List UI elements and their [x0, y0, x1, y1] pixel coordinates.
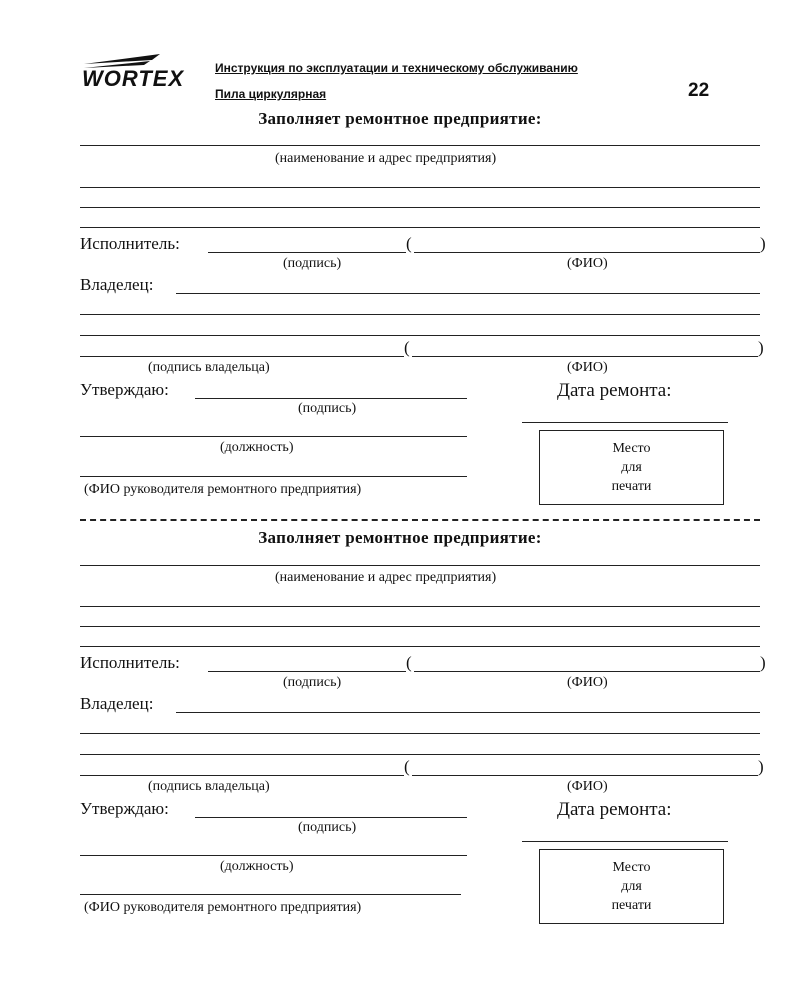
owner-fio-caption: (ФИО)	[567, 779, 608, 794]
wortex-logo	[80, 52, 200, 94]
open-paren: (	[404, 757, 410, 776]
executor-fio-field[interactable]	[414, 252, 760, 253]
executor-label: Исполнитель:	[80, 234, 180, 253]
approve-signature-caption: (подпись)	[298, 820, 357, 835]
executor-signature-field[interactable]	[208, 671, 406, 672]
close-paren: )	[760, 234, 766, 253]
signature-caption: (подпись)	[283, 675, 342, 690]
cut-line	[80, 519, 760, 521]
owner-fio-field[interactable]	[412, 356, 758, 357]
logo-text: WORTEX	[82, 66, 185, 91]
owner-extra-line[interactable]	[80, 754, 760, 755]
close-paren: )	[760, 653, 766, 672]
owner-extra-line[interactable]	[80, 335, 760, 336]
stamp-text: для	[621, 460, 642, 475]
stamp-text: печати	[611, 479, 652, 494]
owner-field[interactable]	[176, 712, 760, 713]
executor-fio-field[interactable]	[414, 671, 760, 672]
company-line[interactable]	[80, 145, 760, 146]
stamp-text: Место	[612, 860, 651, 875]
company-address-line[interactable]	[80, 626, 760, 627]
head-fio-caption: (ФИО руководителя ремонтного предприятия)	[84, 900, 362, 915]
stamp-text: печати	[611, 898, 652, 913]
owner-label: Владелец:	[80, 275, 154, 294]
repair-date-field[interactable]	[522, 422, 728, 423]
head-fio-field[interactable]	[80, 476, 467, 477]
fio-caption: (ФИО)	[567, 256, 608, 271]
fio-caption: (ФИО)	[567, 675, 608, 690]
stamp-text: Место	[612, 441, 651, 456]
form-title: Заполняет ремонтное предприятие:	[258, 109, 542, 128]
signature-caption: (подпись)	[283, 256, 342, 271]
company-address-line[interactable]	[80, 187, 760, 188]
repair-date-label: Дата ремонта:	[557, 380, 672, 401]
approve-signature-caption: (подпись)	[298, 401, 357, 416]
approve-signature-field[interactable]	[195, 817, 467, 818]
company-line[interactable]	[80, 565, 760, 566]
owner-extra-line[interactable]	[80, 314, 760, 315]
position-caption: (должность)	[220, 440, 294, 455]
approve-signature-field[interactable]	[195, 398, 467, 399]
owner-signature-field[interactable]	[80, 775, 404, 776]
company-address-line[interactable]	[80, 227, 760, 228]
repair-date-field[interactable]	[522, 841, 728, 842]
company-address-line[interactable]	[80, 646, 760, 647]
owner-fio-field[interactable]	[412, 775, 758, 776]
repair-date-label: Дата ремонта:	[557, 799, 672, 820]
company-address-line[interactable]	[80, 207, 760, 208]
approve-label: Утверждаю:	[80, 380, 169, 399]
company-caption: (наименование и адрес предприятия)	[275, 151, 497, 166]
doc-title: Инструкция по эксплуатации и техническому обслуживанию	[215, 61, 578, 75]
executor-signature-field[interactable]	[208, 252, 406, 253]
owner-signature-caption: (подпись владельца)	[148, 360, 270, 375]
approve-label: Утверждаю:	[80, 799, 169, 818]
stamp-box	[539, 849, 724, 924]
position-field[interactable]	[80, 855, 467, 856]
close-paren: )	[758, 338, 764, 357]
owner-label: Владелец:	[80, 694, 154, 713]
owner-field[interactable]	[176, 293, 760, 294]
head-fio-field[interactable]	[80, 894, 461, 895]
open-paren: (	[406, 234, 412, 253]
company-address-line[interactable]	[80, 606, 760, 607]
open-paren: (	[404, 338, 410, 357]
stamp-text: для	[621, 879, 642, 894]
close-paren: )	[758, 757, 764, 776]
executor-label: Исполнитель:	[80, 653, 180, 672]
company-caption: (наименование и адрес предприятия)	[275, 570, 497, 585]
head-fio-caption: (ФИО руководителя ремонтного предприятия)	[84, 482, 362, 497]
form-title: Заполняет ремонтное предприятие:	[258, 528, 542, 547]
owner-fio-caption: (ФИО)	[567, 360, 608, 375]
doc-subtitle: Пила циркулярная	[215, 87, 327, 101]
owner-extra-line[interactable]	[80, 733, 760, 734]
open-paren: (	[406, 653, 412, 672]
position-caption: (должность)	[220, 859, 294, 874]
owner-signature-field[interactable]	[80, 356, 404, 357]
position-field[interactable]	[80, 436, 467, 437]
owner-signature-caption: (подпись владельца)	[148, 779, 270, 794]
stamp-box	[539, 430, 724, 505]
page-number: 22	[688, 80, 710, 101]
